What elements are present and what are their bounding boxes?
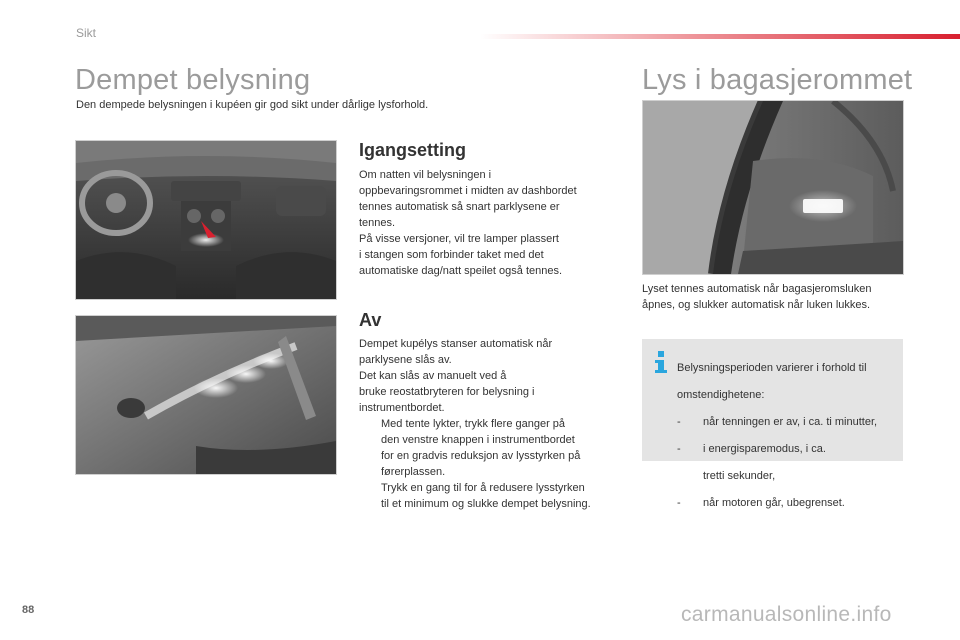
dash-marker: - <box>677 443 681 455</box>
text-line: den venstre knappen i instrumentbordet <box>381 434 575 446</box>
trunk-light-title: Lys i bagasjerommet <box>642 64 913 96</box>
page-number: 88 <box>22 604 35 616</box>
dashboard-photo <box>75 140 337 300</box>
text-line: instrumentbordet. <box>359 402 445 414</box>
text-line: til et minimum og slukke dempet belysning. <box>381 498 591 510</box>
igangsetting-body <box>359 167 624 279</box>
text-line: Det kan slås av manuelt ved å <box>359 370 507 382</box>
text-line: bruke reostatbryteren for belysning i <box>359 386 535 398</box>
trunk-photo <box>642 100 904 275</box>
text-line: tretti sekunder, <box>703 470 776 482</box>
text-line: tennes. <box>359 217 396 229</box>
dashboard-illustration <box>76 141 336 299</box>
text-line: parklysene slås av. <box>359 354 452 366</box>
info-icon <box>651 350 671 374</box>
info-list-item <box>677 414 899 430</box>
text-line: når tenningen er av, i ca. ti minutter, <box>703 416 878 428</box>
roof-lamp-illustration <box>76 316 336 474</box>
info-list-item <box>677 441 899 484</box>
av-body <box>359 336 624 512</box>
text-line: Om natten vil belysningen i <box>359 169 492 181</box>
bullet-item <box>359 416 624 480</box>
watermark-link[interactable]: carmanualsonline.info <box>681 603 892 626</box>
text-line: i stangen som forbinder taket med det <box>359 249 544 261</box>
text-line: tennes automatisk så snart parklysene er <box>359 201 560 213</box>
trunk-illustration <box>643 101 903 274</box>
text-line: i energisparemodus, i ca. <box>703 443 826 455</box>
av-heading: Av <box>359 310 382 330</box>
header-accent-line <box>480 34 960 39</box>
text-line: automatiske dag/natt speilet også tennes. <box>359 265 563 277</box>
text-line: På visse versjoner, vil tre lamper plassert <box>359 233 559 245</box>
text-line: når motoren går, ubegrenset. <box>703 497 845 509</box>
text-line: for en gradvis reduksjon av lysstyrken på <box>381 450 581 462</box>
page-title: Dempet belysning <box>75 64 311 96</box>
text-line: Med tente lykter, trykk flere ganger på <box>381 418 566 430</box>
info-text <box>677 349 899 522</box>
intro-text: Den dempede belysningen i kupéen gir god sikt under dårlige lysforhold. <box>76 99 429 111</box>
text-line: åpnes, og slukker automatisk når luken lukkes. <box>642 299 871 311</box>
bullet-item <box>359 480 624 512</box>
text-line: Belysningsperioden varierer i forhold til <box>677 362 867 374</box>
trunk-caption <box>642 281 904 313</box>
text-line: Trykk en gang til for å redusere lysstyrken <box>381 482 585 494</box>
text-line: Dempet kupélys stanser automatisk når <box>359 338 553 350</box>
info-box <box>642 339 903 509</box>
roof-bar-photo <box>75 315 337 475</box>
section-label: Sikt <box>76 26 97 40</box>
info-list-item <box>677 495 899 511</box>
dash-marker: - <box>677 416 681 428</box>
igangsetting-heading: Igangsetting <box>359 140 466 160</box>
dash-marker: - <box>677 497 681 509</box>
text-line: oppbevaringsrommet i midten av dashbordet <box>359 185 577 197</box>
text-line: Lyset tennes automatisk når bagasjeromsluken <box>642 283 872 295</box>
text-line: omstendighetene: <box>677 389 765 401</box>
text-line: førerplassen. <box>381 466 446 478</box>
